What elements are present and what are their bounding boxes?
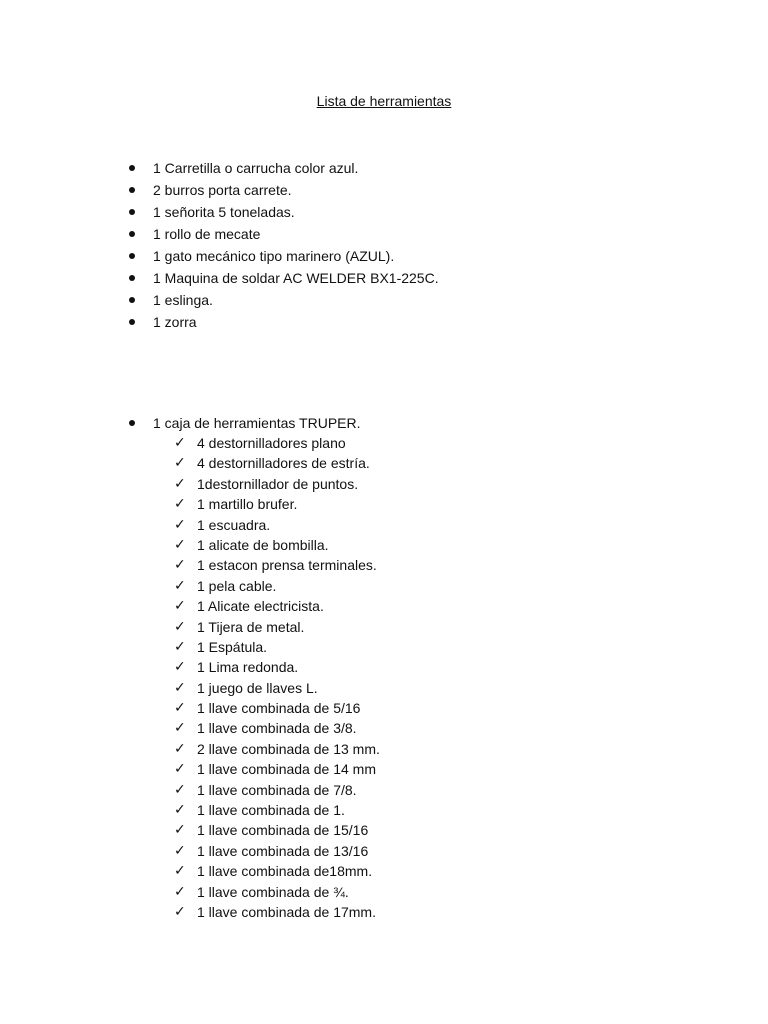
list-item-text: 1 caja de herramientas TRUPER. (153, 415, 361, 431)
list-item-text: 1 eslinga. (153, 292, 213, 308)
list-item (127, 289, 439, 311)
check-mark-icon: ✓ (174, 496, 186, 513)
bullet-icon (129, 319, 135, 325)
list-item (127, 179, 439, 201)
bullet-icon (129, 297, 135, 303)
checklist-item-text: 1 llave combinada de 5/16 (197, 700, 361, 717)
check-mark-icon: ✓ (174, 720, 186, 737)
bullet-icon (129, 231, 135, 237)
checklist-item (174, 882, 380, 902)
check-mark-icon: ✓ (174, 822, 186, 839)
checklist-item (174, 678, 380, 698)
tools-list (127, 157, 439, 333)
checklist-item (174, 902, 380, 922)
list-item-text: 1 Carretilla o carrucha color azul. (153, 160, 359, 176)
checklist-item-text: 4 destornilladores de estría. (197, 455, 370, 472)
check-mark-icon: ✓ (174, 700, 186, 717)
check-mark-icon: ✓ (174, 659, 186, 676)
list-item-text: 1 señorita 5 toneladas. (153, 204, 295, 220)
checklist-item (174, 453, 380, 473)
checklist-item (174, 820, 380, 840)
list-item-text: 1 gato mecánico tipo marinero (AZUL). (153, 248, 395, 264)
checklist-item (174, 800, 380, 820)
checklist-item (174, 698, 380, 718)
list-item-text: 1 zorra (153, 314, 197, 330)
list-item (127, 412, 361, 434)
checklist-item (174, 739, 380, 759)
check-mark-icon: ✓ (174, 761, 186, 778)
checklist-item (174, 617, 380, 637)
checklist-item-text: 1 estacon prensa terminales. (197, 557, 377, 574)
check-mark-icon: ✓ (174, 842, 186, 859)
checklist-item-text: 1 llave combinada de ¾. (197, 883, 349, 900)
list-item (127, 201, 439, 223)
check-mark-icon: ✓ (174, 903, 186, 920)
check-mark-icon: ✓ (174, 455, 186, 472)
list-item-text: 2 burros porta carrete. (153, 182, 292, 198)
check-mark-icon: ✓ (174, 638, 186, 655)
check-mark-icon: ✓ (174, 577, 186, 594)
checklist-item-text: 1 Lima redonda. (197, 659, 299, 676)
check-mark-icon: ✓ (174, 781, 186, 798)
check-mark-icon: ✓ (174, 557, 186, 574)
list-item (127, 311, 439, 333)
checklist-item (174, 494, 380, 514)
checklist-item-text: 1 alicate de bombilla. (197, 536, 329, 553)
checklist-item (174, 474, 380, 494)
checklist-item (174, 718, 380, 738)
checklist-item (174, 596, 380, 616)
checklist-item-text: 1 Alicate electricista. (197, 598, 324, 615)
checklist-item-text: 4 destornilladores plano (197, 435, 346, 451)
checklist-item (174, 535, 380, 555)
list-item (127, 267, 439, 289)
check-mark-icon: ✓ (174, 618, 186, 635)
checklist-item-text: 2 llave combinada de 13 mm. (197, 740, 380, 757)
checklist-item-text: 1 martillo brufer. (197, 496, 298, 513)
checklist-item (174, 515, 380, 535)
checklist-item-text: 1 llave combinada de 1. (197, 802, 345, 819)
checklist-item-text: 1 llave combinada de 13/16 (197, 842, 369, 859)
checklist-item-text: 1 juego de llaves L. (197, 679, 318, 696)
page-title: Lista de herramientas (316, 93, 452, 109)
toolbox-list (127, 412, 361, 434)
check-mark-icon: ✓ (174, 598, 186, 615)
check-mark-icon: ✓ (174, 740, 186, 757)
checklist-item (174, 657, 380, 677)
checklist-item (174, 637, 380, 657)
checklist-item-text: 1 llave combinada de 15/16 (197, 822, 369, 839)
checklist-item-text: 1 Tijera de metal. (197, 618, 305, 635)
checklist-item (174, 576, 380, 596)
checklist-item (174, 861, 380, 881)
list-item-text: 1 Maquina de soldar AC WELDER BX1-225C. (153, 270, 439, 286)
bullet-icon (129, 187, 135, 193)
checklist-item (174, 780, 380, 800)
check-mark-icon: ✓ (174, 802, 186, 819)
check-mark-icon: ✓ (174, 475, 186, 492)
bullet-icon (129, 165, 135, 171)
checklist-item-text: 1 llave combinada de 14 mm (197, 761, 376, 778)
checklist-item-text: 1 pela cable. (197, 577, 277, 594)
list-item (127, 157, 439, 179)
checklist-item-text: 1destornillador de puntos. (197, 475, 359, 492)
checklist-item (174, 433, 380, 453)
bullet-icon (129, 209, 135, 215)
check-mark-icon: ✓ (174, 536, 186, 553)
bullet-icon (129, 275, 135, 281)
list-item (127, 245, 439, 267)
check-mark-icon: ✓ (174, 679, 186, 696)
bullet-icon (129, 420, 135, 426)
checklist-item-text: 1 llave combinada de 7/8. (197, 781, 357, 798)
checklist-item (174, 555, 380, 575)
checklist-item (174, 759, 380, 779)
bullet-icon (129, 253, 135, 259)
checklist-item-text: 1 llave combinada de 17mm. (197, 903, 376, 920)
check-mark-icon: ✓ (174, 863, 186, 880)
checklist-item-text: 1 llave combinada de 3/8. (197, 720, 357, 737)
check-mark-icon: ✓ (174, 516, 186, 533)
checklist-item (174, 841, 380, 861)
check-mark-icon: ✓ (174, 435, 186, 451)
checklist-item-text: 1 Espátula. (197, 638, 268, 655)
toolbox-contents-checklist (174, 433, 380, 922)
checklist-item-text: 1 llave combinada de18mm. (197, 863, 373, 880)
checklist-item-text: 1 escuadra. (197, 516, 271, 533)
list-item (127, 223, 439, 245)
list-item-text: 1 rollo de mecate (153, 226, 261, 242)
check-mark-icon: ✓ (174, 883, 186, 900)
